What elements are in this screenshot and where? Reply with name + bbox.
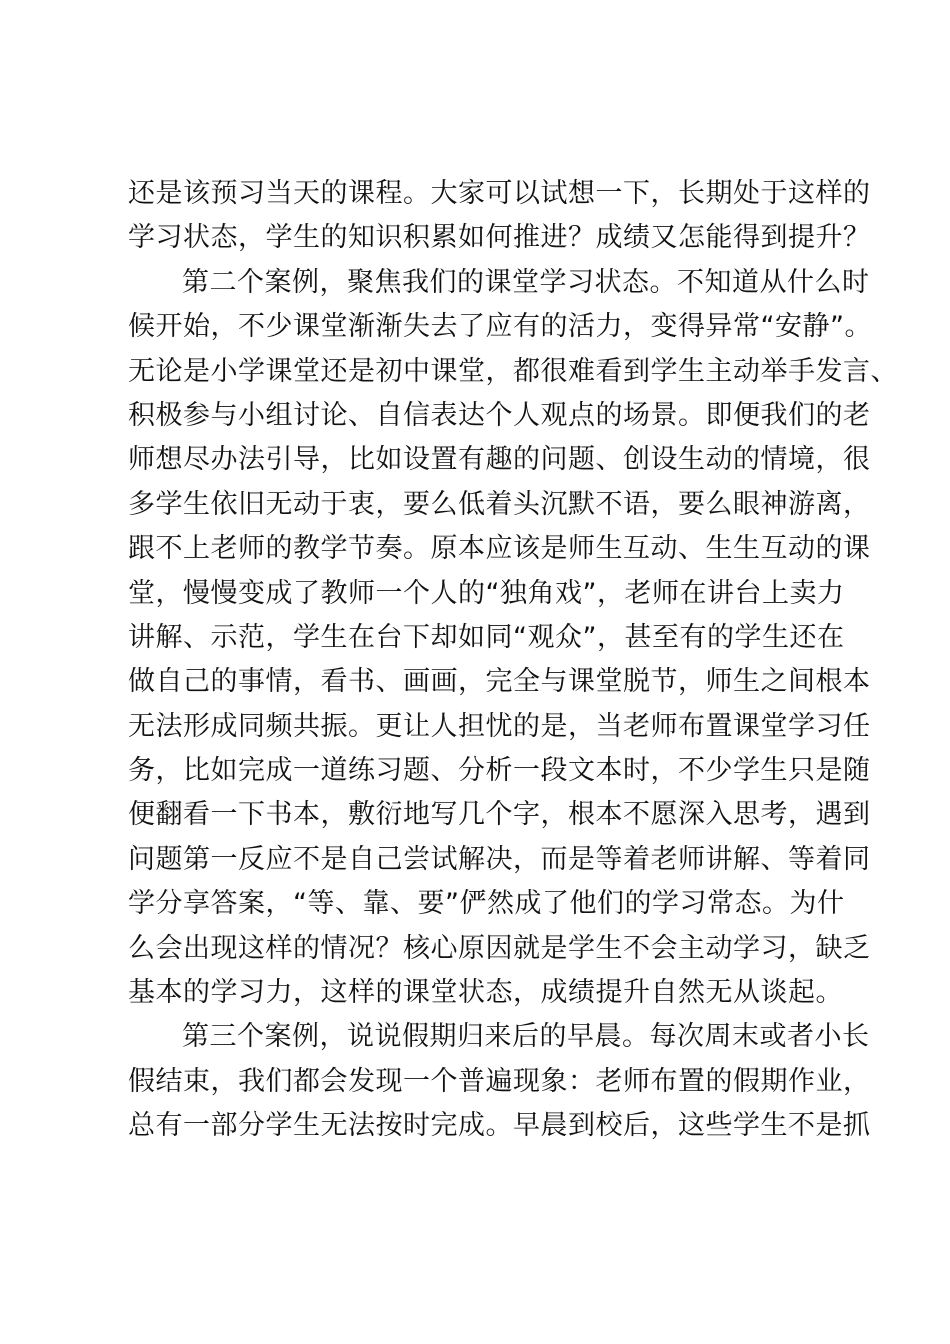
text-line: 务，比如完成一道练习题、分析一段文本时，不少学生只是随 xyxy=(128,755,871,787)
text-line: 第三个案例，说说假期归来后的早晨。每次周末或者小长 xyxy=(182,1021,870,1053)
text-line: 基本的学习力，这样的课堂状态，成绩提升自然无从谈起。 xyxy=(128,977,843,1009)
text-line: 学习状态，学生的知识积累如何推进？成绩又怎能得到提升？ xyxy=(128,222,871,254)
text-line: 总有一部分学生无法按时完成。早晨到校后，这些学生不是抓 xyxy=(128,1110,871,1142)
text-line: 做自己的事情，看书、画画，完全与课堂脱节，师生之间根本 xyxy=(128,666,871,698)
text-line: 问题第一反应不是自己尝试解决，而是等着老师讲解、等着同 xyxy=(128,843,871,875)
text-line: 无论是小学课堂还是初中课堂，都很难看到学生主动举手发言、 xyxy=(128,355,898,387)
text-line: 讲解、示范，学生在台下却如同“观众”，甚至有的学生还在 xyxy=(128,621,845,653)
text-line: 么会出现这样的情况？核心原因就是学生不会主动学习，缺乏 xyxy=(128,932,871,964)
text-line: 师想尽办法引导，比如设置有趣的问题、创设生动的情境，很 xyxy=(128,444,871,476)
text-line: 跟不上老师的教学节奏。原本应该是师生互动、生生互动的课 xyxy=(128,533,871,565)
text-line: 假结束，我们都会发现一个普遍现象：老师布置的假期作业， xyxy=(128,1065,871,1097)
text-line: 还是该预习当天的课程。大家可以试想一下，长期处于这样的 xyxy=(128,178,871,209)
text-line: 无法形成同频共振。更让人担忧的是，当老师布置课堂学习任 xyxy=(128,710,871,742)
text-line: 学分享答案，“等、靠、要”俨然成了他们的学习常态。为什 xyxy=(128,888,845,920)
text-line: 积极参与小组讨论、自信表达个人观点的场景。即便我们的老 xyxy=(128,399,871,431)
text-line: 第二个案例，聚焦我们的课堂学习状态。不知道从什么时 xyxy=(182,266,870,298)
text-line: 多学生依旧无动于衷，要么低着头沉默不语，要么眼神游离， xyxy=(128,488,871,520)
text-line: 堂，慢慢变成了教师一个人的“独角戏”，老师在讲台上卖力 xyxy=(128,577,845,609)
body-text xyxy=(128,172,898,1149)
text-line: 便翻看一下书本，敷衍地写几个字，根本不愿深入思考，遇到 xyxy=(128,799,871,831)
text-line: 候开始，不少课堂渐渐失去了应有的活力，变得异常“安静”。 xyxy=(128,311,872,343)
